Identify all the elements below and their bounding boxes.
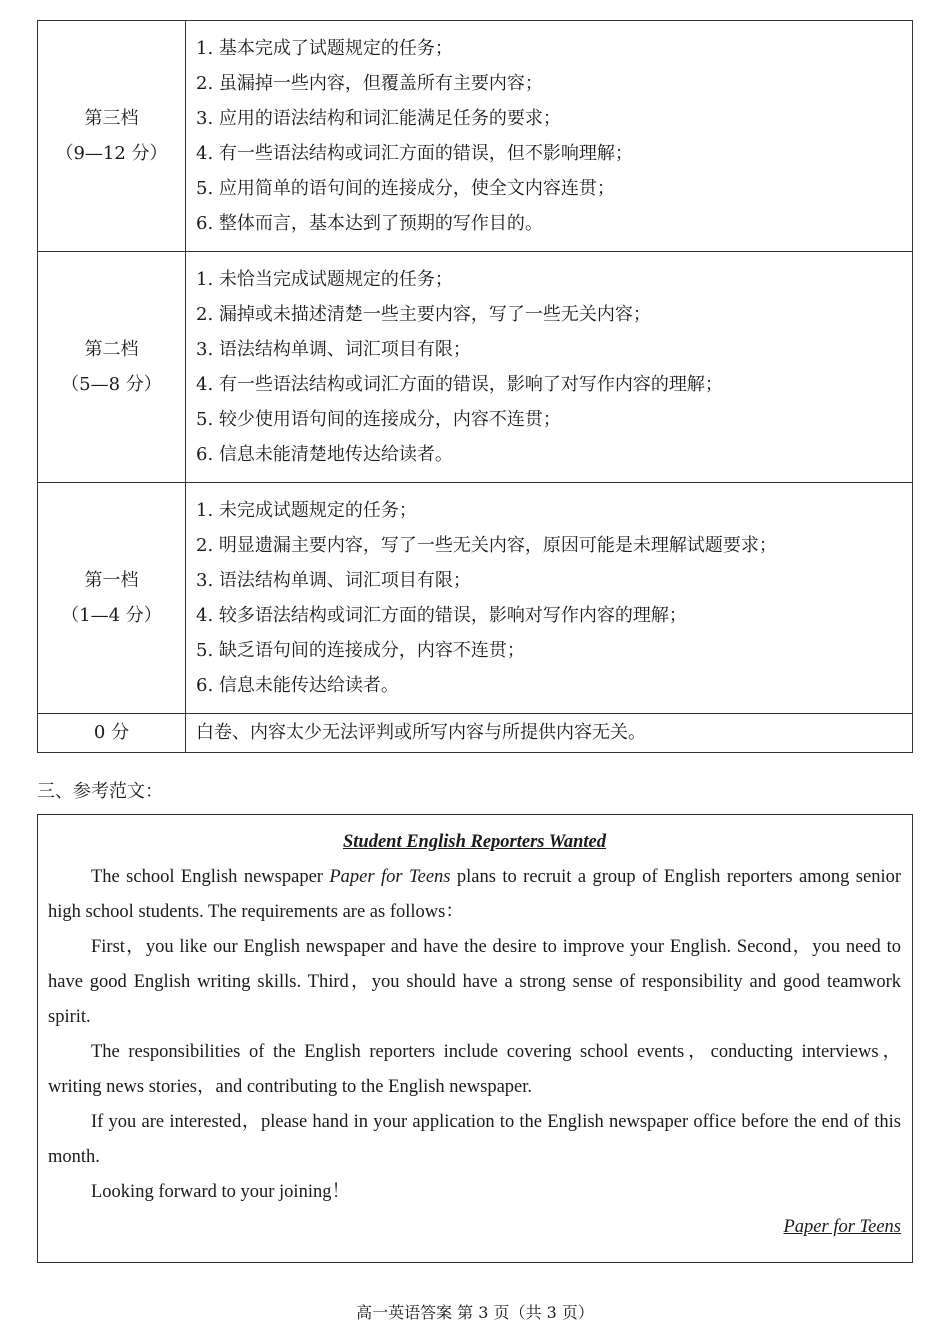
essay-paragraph [48, 860, 901, 930]
criterion-item: 3. 语法结构单调、词汇项目有限； [196, 570, 471, 591]
rubric-row-level-2 [38, 252, 913, 483]
criterion-item: 1. 未恰当完成试题规定的任务； [196, 269, 453, 290]
criteria-cell [186, 483, 913, 714]
criterion-item: 4. 有一些语法结构或词汇方面的错误，但不影响理解； [196, 143, 633, 164]
criterion-item: 3. 应用的语法结构和词汇能满足任务的要求； [196, 108, 561, 129]
essay-text: plans to recruit a group of English reporters among senior high school students. The requirements are as follows： [48, 867, 901, 922]
criterion-item: 6. 整体而言，基本达到了预期的写作目的。 [196, 213, 543, 234]
level-name: 第一档 [84, 570, 139, 591]
criterion-item: 2. 明显遗漏主要内容，写了一些无关内容，原因可能是未理解试题要求； [196, 535, 777, 556]
essay-paragraph: First，you like our English newspaper and have the desire to improve your English. Second，you need to have good English writing skills. Third，you should have a strong sense of responsibility and good teamwork spirit. [48, 937, 901, 1027]
rubric-row-level-1 [38, 483, 913, 714]
level-cell [38, 483, 186, 714]
essay-paragraph: If you are interested，please hand in your application to the English newspaper office before the end of this month. [48, 1112, 901, 1167]
level-name: 第二档 [84, 339, 139, 360]
criterion-item: 3. 语法结构单调、词汇项目有限； [196, 339, 471, 360]
level-score-range: （9—12 分） [55, 143, 168, 164]
criterion-item: 1. 基本完成了试题规定的任务； [196, 38, 453, 59]
essay-text: The school English newspaper [91, 867, 330, 887]
newspaper-name: Paper for Teens [329, 867, 451, 887]
criterion-item: 5. 缺乏语句间的连接成分，内容不连贯； [196, 640, 525, 661]
criteria-cell [186, 252, 913, 483]
criteria-cell [186, 21, 913, 252]
page-footer: 高一英语答案 第 3 页（共 3 页） [356, 1303, 594, 1322]
zero-score-cell: 0 分 [38, 714, 186, 753]
criterion-item: 5. 应用简单的语句间的连接成分，使全文内容连贯； [196, 178, 615, 199]
zero-criteria-cell: 白卷、内容太少无法评判或所写内容与所提供内容无关。 [186, 714, 913, 753]
level-score-range: （5—8 分） [61, 374, 162, 395]
criterion-item: 4. 较多语法结构或词汇方面的错误，影响对写作内容的理解； [196, 605, 687, 626]
criterion-item: 4. 有一些语法结构或词汇方面的错误，影响了对写作内容的理解； [196, 374, 723, 395]
level-score-range: （1—4 分） [61, 605, 162, 626]
criterion-item: 2. 虽漏掉一些内容，但覆盖所有主要内容； [196, 73, 543, 94]
essay-title: Student English Reporters Wanted [342, 832, 606, 852]
level-name: 第三档 [84, 108, 139, 129]
sample-essay-box [37, 814, 913, 1263]
level-cell [38, 21, 186, 252]
criterion-item: 5. 较少使用语句间的连接成分，内容不连贯； [196, 409, 561, 430]
criterion-item: 2. 漏掉或未描述清楚一些主要内容，写了一些无关内容； [196, 304, 651, 325]
scoring-rubric-table [37, 20, 913, 753]
section-title-sample-essay: 三、参考范文： [37, 781, 163, 802]
level-cell [38, 252, 186, 483]
criterion-item: 6. 信息未能清楚地传达给读者。 [196, 444, 453, 465]
rubric-row-zero [38, 714, 913, 753]
criterion-item: 1. 未完成试题规定的任务； [196, 500, 417, 521]
essay-signature: Paper for Teens [783, 1217, 901, 1237]
essay-paragraph: Looking forward to your joining！ [91, 1182, 350, 1202]
essay-paragraph: The responsibilities of the English reporters include covering school events，conducting interviews，writing news stories，and contributing to the English newspaper. [48, 1042, 901, 1097]
rubric-row-level-3 [38, 21, 913, 252]
criterion-item: 6. 信息未能传达给读者。 [196, 675, 399, 696]
